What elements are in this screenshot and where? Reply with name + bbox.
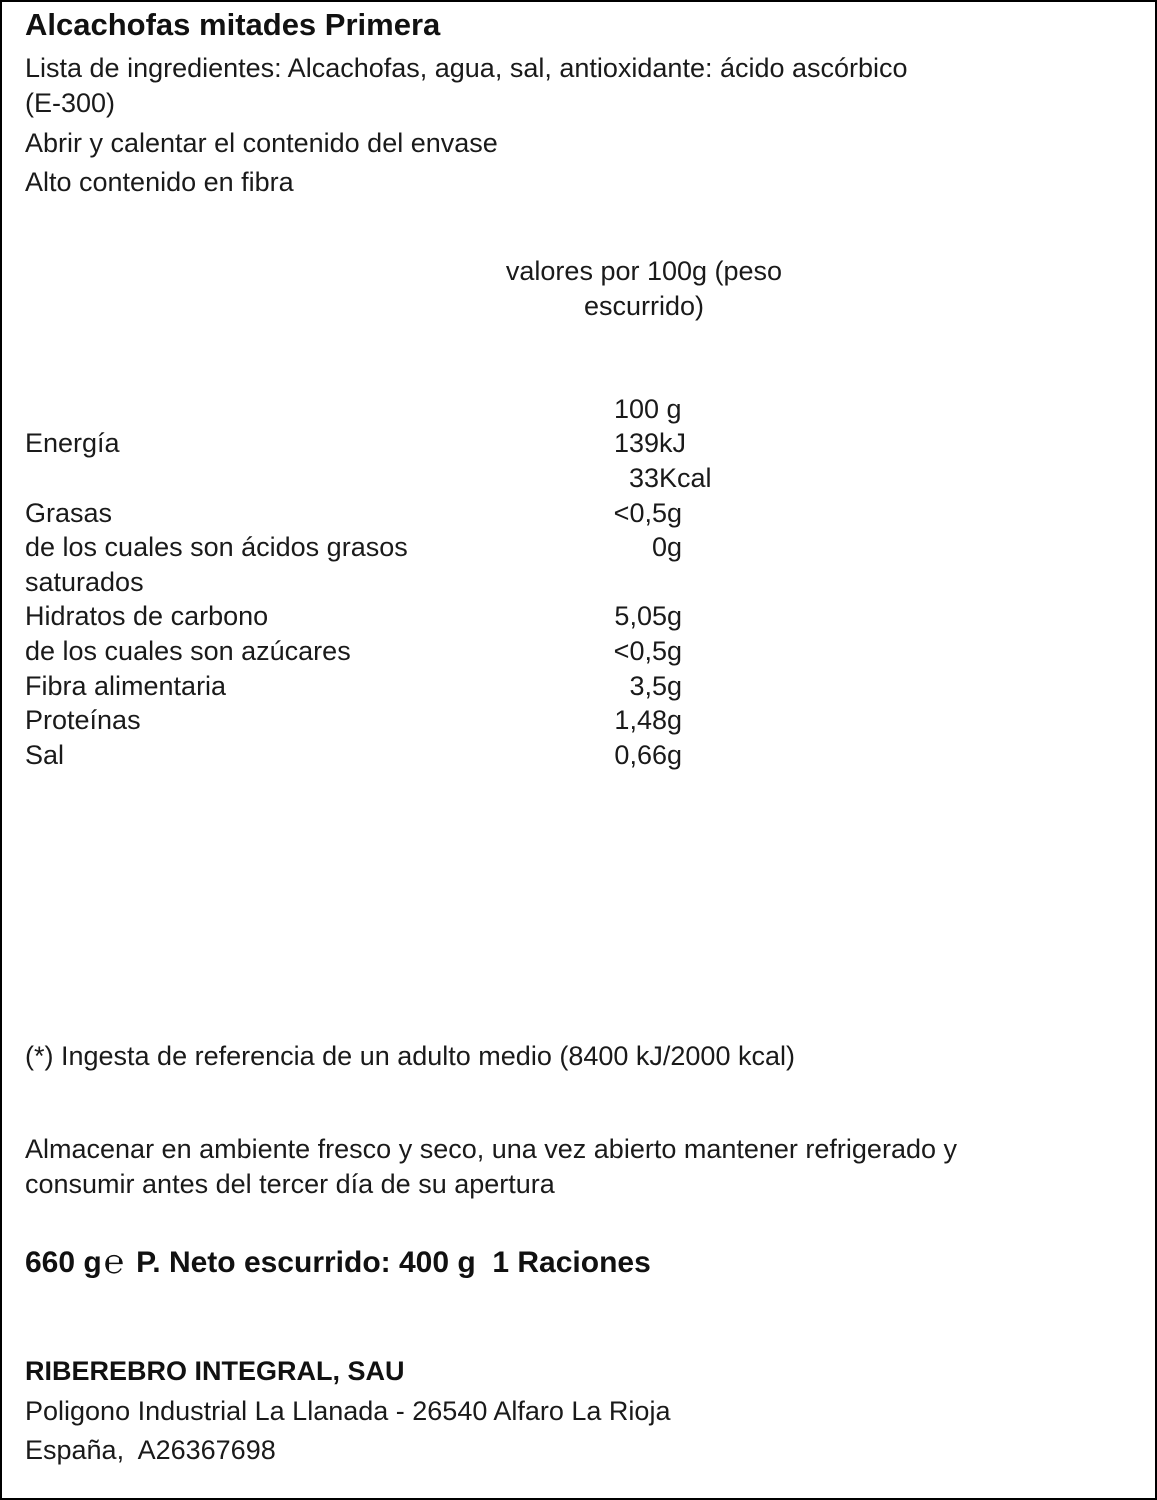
instructions-text: Abrir y calentar el contenido del envase bbox=[25, 128, 498, 158]
reference-footnote: (*) Ingesta de referencia de un adulto medio (8400 kJ/2000 kcal) bbox=[25, 1041, 795, 1071]
nutrition-header: valores por 100g (peso bbox=[505, 256, 783, 286]
nutrient-value: 0,66g bbox=[614, 740, 682, 770]
company-address: Poligono Industrial La Llanada - 26540 Alfaro La Rioja bbox=[25, 1396, 671, 1426]
column-unit: 100 g bbox=[614, 394, 682, 424]
nutrient-label: de los cuales son ácidos grasos bbox=[25, 532, 408, 562]
storage-text-cont: consumir antes del tercer día de su apertura bbox=[25, 1169, 555, 1199]
energy-label: Energía bbox=[25, 428, 120, 458]
product-title: Alcachofas mitades Primera bbox=[25, 7, 441, 42]
nutrient-label: Hidratos de carbono bbox=[25, 601, 269, 631]
nutrient-value: 0g bbox=[651, 532, 682, 562]
net-weight: 660 g bbox=[25, 1246, 102, 1279]
ingredients-text: Lista de ingredientes: Alcachofas, agua, sal, antioxidante: ácido ascórbico bbox=[25, 53, 908, 83]
energy-kcal-value: 33Kcal bbox=[629, 463, 712, 493]
nutrition-header-cont: escurrido) bbox=[583, 291, 705, 321]
nutrient-value: 5,05g bbox=[614, 601, 682, 631]
servings: 1 Raciones bbox=[492, 1246, 651, 1279]
estimated-sign-icon: ℮ bbox=[103, 1242, 125, 1282]
nutrient-value: <0,5g bbox=[613, 636, 682, 666]
nutrient-label: Sal bbox=[25, 740, 65, 770]
nutrient-label: Fibra alimentaria bbox=[25, 671, 227, 701]
drained-weight: P. Neto escurrido: 400 g bbox=[136, 1246, 476, 1279]
nutrient-label-cont: saturados bbox=[25, 567, 144, 597]
ingredients-text-cont: (E-300) bbox=[25, 88, 116, 118]
nutrient-label: de los cuales son azúcares bbox=[25, 636, 351, 666]
energy-kj-value: 139kJ bbox=[614, 428, 687, 458]
nutrient-value: 3,5g bbox=[629, 671, 682, 701]
net-weight-line bbox=[25, 1242, 651, 1282]
nutrient-value: <0,5g bbox=[613, 498, 682, 528]
nutrient-label: Proteínas bbox=[25, 705, 141, 735]
nutrient-value: 1,48g bbox=[614, 705, 682, 735]
company-name: RIBEREBRO INTEGRAL, SAU bbox=[25, 1356, 405, 1386]
company-country-id: España, A26367698 bbox=[25, 1435, 276, 1465]
nutrient-label: Grasas bbox=[25, 498, 113, 528]
storage-text: Almacenar en ambiente fresco y seco, una vez abierto mantener refrigerado y bbox=[25, 1134, 957, 1164]
fiber-claim: Alto contenido en fibra bbox=[25, 167, 294, 197]
